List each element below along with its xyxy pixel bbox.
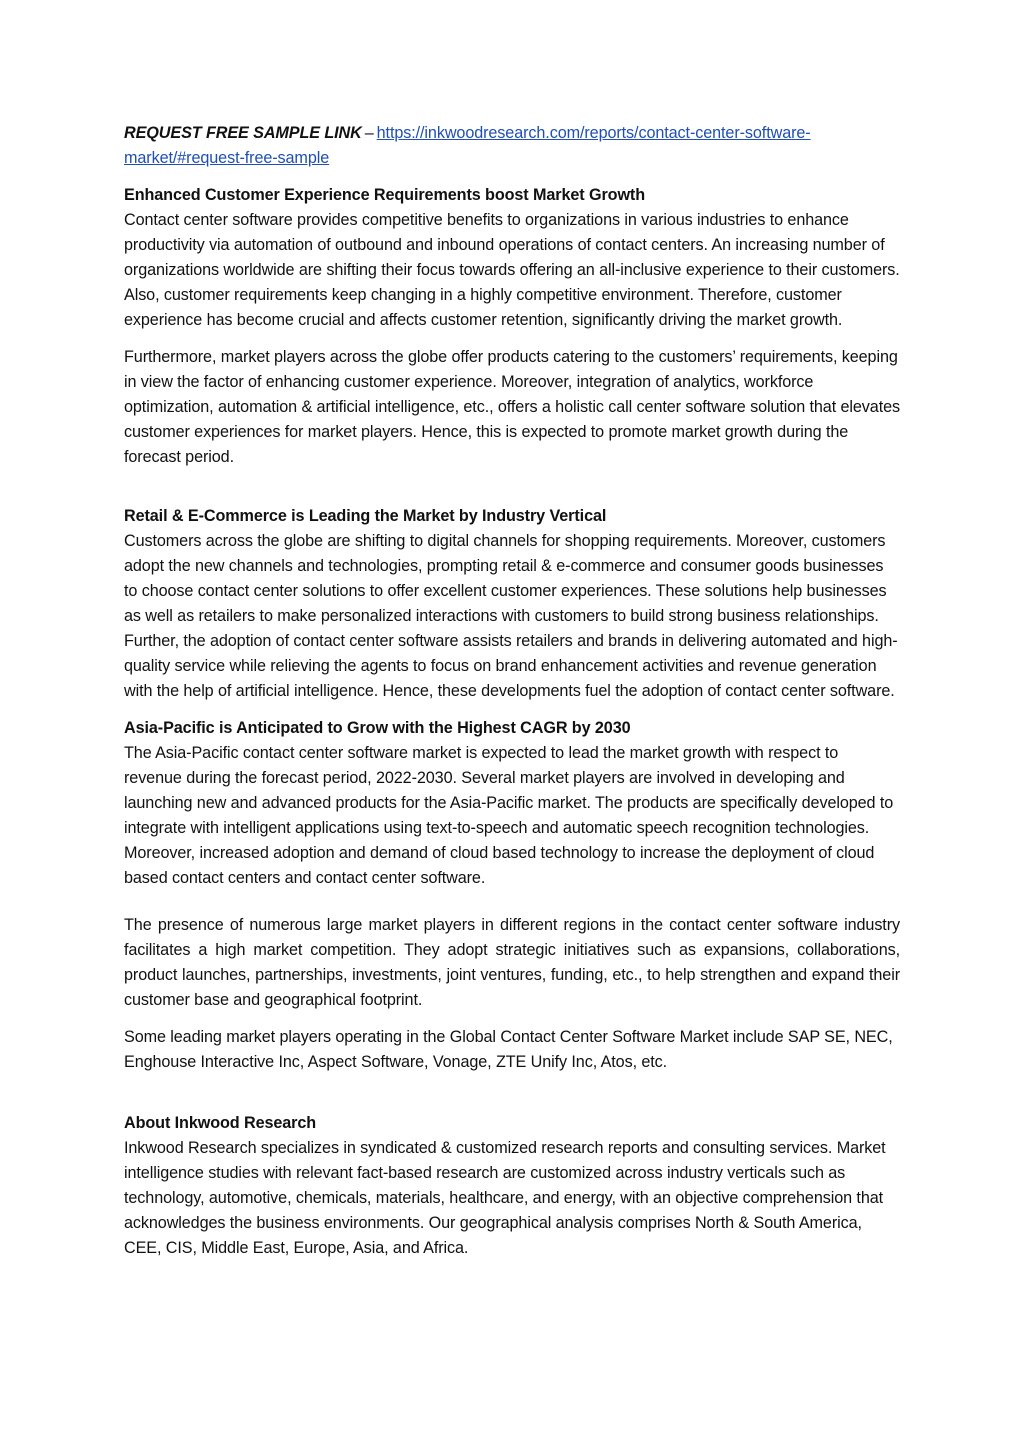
section-competition [124,913,900,1013]
heading-retail-ecommerce: Retail & E-Commerce is Leading the Market by Industry Vertical [124,507,607,525]
document-page [124,121,900,1273]
section-retail-ecommerce [124,504,900,704]
section-furthermore [124,345,900,470]
paragraph-customer-experience: Contact center software provides competitive benefits to organizations in various industries to enhance productivity via automation of outbound and inbound operations of contact centers. An increasing number of organizations worldwide are shifting their focus towards offering an all-inclusive experience to their customers. Also, customer requirements keep changing in a highly competitive environment. Therefore, customer experience has become crucial and affects customer retention, significantly driving the market growth. [124,211,900,329]
paragraph-market-players: Some leading market players operating in the Global Contact Center Software Market include SAP SE, NEC, Enghouse Interactive Inc, Aspect Software, Vonage, ZTE Unify Inc, Atos, etc. [124,1028,893,1071]
request-sample-label: REQUEST FREE SAMPLE LINK [124,124,362,142]
request-sample-link[interactable]: https://inkwoodresearch.com/reports/contact-center-software-market/#request-free-sample [124,124,811,167]
heading-about-inkwood: About Inkwood Research [124,1114,317,1132]
heading-asia-pacific: Asia-Pacific is Anticipated to Grow with the Highest CAGR by 2030 [124,719,631,737]
section-asia-pacific [124,716,900,891]
paragraph-furthermore: Furthermore, market players across the globe offer products catering to the customers’ requirements, keeping in view the factor of enhancing customer experience. Moreover, integration of analytics, workforce optimization, automation & artificial intelligence, etc., offers a holistic call center software solution that elevates customer experiences for market players. Hence, this is expected to promote market growth during the forecast period. [124,348,900,466]
link-separator: – [364,124,374,142]
section-market-players [124,1025,900,1075]
paragraph-asia-pacific: The Asia-Pacific contact center software market is expected to lead the market growth with respect to revenue during the forecast period, 2022-2030. Several market players are involved in developing and launching new and advanced products for the Asia-Pacific market. The products are specifically developed to integrate with intelligent applications using text-to-speech and automatic speech recognition technologies. Moreover, increased adoption and demand of cloud based technology to increase the deployment of cloud based contact centers and contact center software. [124,744,894,887]
paragraph-competition: The presence of numerous large market players in different regions in the contact center software industry facilitates a high market competition. They adopt strategic initiatives such as expansions, collaborations, product launches, partnerships, investments, joint ventures, funding, etc., to help strengthen and expand their customer base and geographical footprint. [124,916,900,1009]
section-about-inkwood [124,1111,900,1261]
paragraph-about-inkwood: Inkwood Research specializes in syndicated & customized research reports and consulting services. Market intelligence studies with relevant fact-based research are customized across industry verticals such as technology, automotive, chemicals, materials, healthcare, and energy, with an objective comprehension that acknowledges the business environments. Our geographical analysis comprises North & South America, CEE, CIS, Middle East, Europe, Asia, and Africa. [124,1139,886,1257]
section-customer-experience [124,183,900,333]
heading-customer-experience: Enhanced Customer Experience Requirements boost Market Growth [124,186,646,204]
paragraph-retail-ecommerce: Customers across the globe are shifting to digital channels for shopping requirements. Moreover, customers adopt the new channels and technologies, prompting retail & e-commerce and consumer goods businesses to choose contact center solutions to offer excellent customer experiences. These solutions help businesses as well as retailers to make personalized interactions with customers to build strong business relationships. Further, the adoption of contact center software assists retailers and brands in delivering automated and high-quality service while relieving the agents to focus on brand enhancement activities and revenue generation with the help of artificial intelligence. Hence, these developments fuel the adoption of contact center software. [124,532,898,700]
request-sample-line [124,121,900,171]
